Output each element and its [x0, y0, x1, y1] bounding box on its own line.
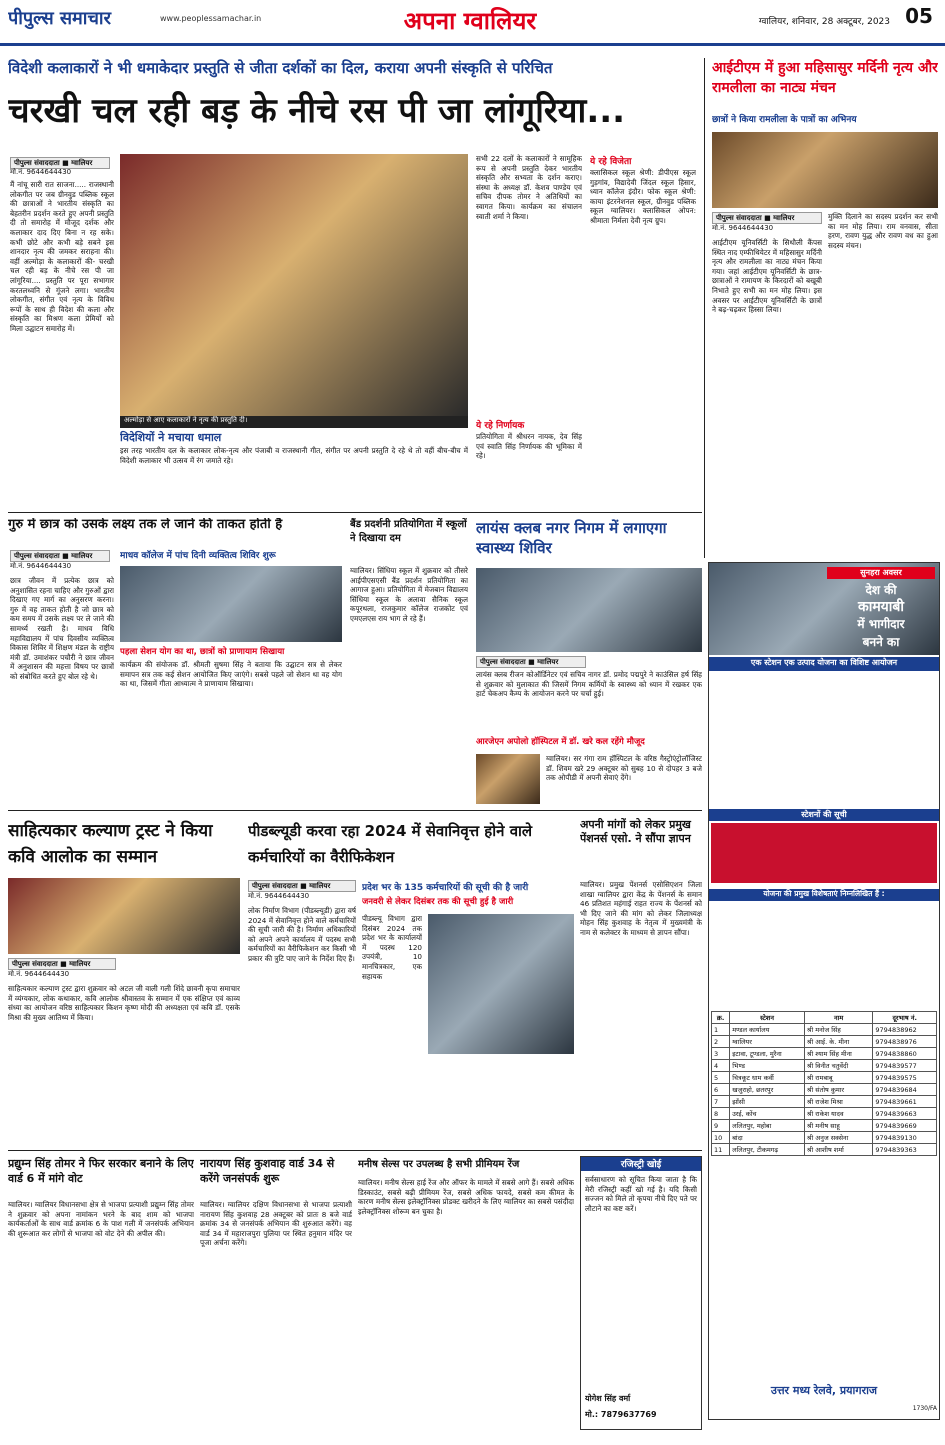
story2-headline: आईटीएम में हुआ महिसासुर मर्दिनी नृत्य और रामलीला का नाट्य मंचन	[712, 60, 938, 96]
story1-subhead: विदेशियों ने मचाया धमाल	[120, 431, 222, 444]
table-cell: ललितपुर, टीकमगढ़	[730, 1144, 805, 1156]
story9-body: ग्वालियर। ग्वालियर विधानसभा क्षेत्र से भाजपा प्रत्याशी प्रद्युम्न सिंह तोमर ने शुक्रवार को अपना नामांकन भरने के बाद शाम को भाजपा कार्यकर्ताओं के साथ वार्ड क्रमांक 6 के पाश गली में जनसंपर्क अभियान की शुरूआत कर लोगों से भाजपा को वोट देने की अपील की।	[8, 1200, 194, 1238]
railway-ad-stations-box	[711, 823, 937, 883]
table-cell: उरई, कोंच	[730, 1108, 805, 1120]
railway-ad-line2: कामयाबी	[857, 599, 905, 615]
table-cell: श्री राजेश मिश्रा	[804, 1096, 873, 1108]
table-header-cell: स्टेशन	[730, 1012, 805, 1024]
story10-body: ग्वालियर। ग्वालियर दक्षिण विधानसभा से भाजपा प्रत्याशी नारायण सिंह कुशवाह 28 अक्टूबर को प्रातः 8 बजे वार्ड क्रमांक 34 से जनसंपर्क अभियान की शुरुआत करेंगे। वह वार्ड 34 में महाराजपुरा पुलिया पर स्थित हनुमान मंदिर पर पूजा अर्चना करेंगे।	[200, 1200, 352, 1248]
story8-body: ग्वालियर। प्रमुख पेंशनर्स एसोसिएशन जिला शाखा ग्वालियर द्वारा केंद्र के पेंशनर्स के समान 46 प्रतिशत महंगाई राहत राज्य के पेंशनर्स को भी दिए जाने की मांग को लेकर जिलाध्यक्ष मोहन सिंह कुशवाह के नेतृत्व में मुख्यमंत्री के नाम से कलेक्टर के माध्यम से ज्ञापन सौंपा।	[580, 880, 702, 937]
story2-body2: मुक्ति दिलाने का सदस्य प्रदर्शन कर सभी का मन मोह लिया। राम वनवास, सीता हरण, रावण युद्ध और रावण वध का हुआ सदस्य मंचन।	[828, 212, 938, 250]
table-header-cell: नाम	[804, 1012, 873, 1024]
classified-name: योगेश सिंह वर्मा	[585, 1394, 631, 1403]
railway-ad-line3: में भागीदार	[857, 617, 905, 631]
railway-ad-stations-title: स्टेशनों की सूची	[709, 809, 939, 821]
table-cell: 4	[712, 1060, 730, 1072]
story7-subhead: प्रदेश भर के 135 कर्मचारियों की सूची की है जारी	[362, 883, 529, 893]
railway-ad-line1: देश की	[865, 583, 897, 597]
story1-headline: चरखी चल रही बड़ के नीचे रस पी जा लांगूरिया...	[8, 91, 626, 131]
story6-photo	[8, 878, 240, 954]
classified-body: सर्वसाधारण को सूचित किया जाता है कि मेरी रजिस्ट्री कहीं खो गई है। यदि किसी सज्जन को मिले तो कृपया नीचे दिए पते पर लौटाने का कष्ट करें।	[585, 1175, 697, 1213]
story5-sub-photo	[476, 754, 540, 804]
story2-body: आईटीएम यूनिवर्सिटी के सिथौली कैंपस स्थित नाद एम्फीथियेटर में महिसासुर मर्दिनी नृत्य और रामलीला का नाट्य मंचन किया गया। जहां आईटीएम यूनिवर्सिटी के छात्र-छात्राओं ने रामायण के किरदारों को बखूबी निभाते हुए सभी का मन मोह लिया। इस अवसर पर आईटीएम यूनिवर्सिटी के छात्रों ने बढ़-चढ़कर हिस्सा लिया।	[712, 238, 822, 315]
table-cell: 1	[712, 1024, 730, 1036]
story5-sub: आरजेएन अपोलो हॉस्पिटल में डॉ. खरे कल रहेंगे मौजूद	[476, 737, 645, 747]
table-cell: 9	[712, 1120, 730, 1132]
dateline: ग्वालियर, शनिवार, 28 अक्टूबर, 2023	[758, 17, 890, 27]
table-row	[712, 1108, 937, 1120]
table-header-cell: क्र.	[712, 1012, 730, 1024]
story1-col3: सभी 22 दलों के कलाकारों ने सामूहिक रूप से अपनी प्रस्तुति देकर भारतीय संस्कृति और सभ्यता के दर्शन कराए। संस्था के अध्यक्ष डॉ. केशव पाण्डेय एवं सचिव दीपक तोमर ने अतिथियों का स्वागत किया। कार्यक्रम का संचालन स्वाती शर्मा ने किया।	[476, 154, 582, 221]
story6-body: साहित्यकार कल्याण ट्रस्ट द्वारा शुक्रवार को अटल जी वाली गली शिंदे छावनी कृपा समाचार में व्यंग्यकार, लोक कथाकार, कवि आलोक श्रीवास्तव के सम्मान में एक संक्षिप्त एवं काव्य संध्या का आयोजन वरिष्ठ साहित्यकार किशन कृष्ण मोदी की अध्यक्षता एवं कवि डॉ. एसके मिश्रा की मुख्य आतिथ्य में किया।	[8, 984, 240, 1022]
story3-byline: पीपुल्स संवाददाता ■ ग्वालियर	[10, 550, 110, 562]
table-cell: श्री मनोज सिंह	[804, 1024, 873, 1036]
table-cell: 9794838860	[873, 1048, 937, 1060]
page-number: 05	[905, 4, 933, 28]
story6-byline: पीपुल्स संवाददाता ■ ग्वालियर	[8, 958, 116, 970]
story7-box-text: पीडब्ल्यू विभाग द्वारा दिसंबर 2024 तक प्रदेश भर के कार्यालयों में पदस्थ 120 उपयंत्री, 10 मानचित्रकार, एक सहायक	[362, 914, 422, 981]
railway-ad-table	[711, 1011, 937, 1156]
story11-body: ग्वालियर। मनीष सेल्स हाई रेंज और ऑफर के मामले में सबसे आगे हैं। सबसे अधिक डिस्काउंट, सबसे बढ़ी प्रीमियम रेंज, सबसे अधिक फायदे, सबसे कम कीमत के कारण मनीष सेल्स इलेक्ट्रॉनिक्स प्रोडक्ट खरीदने के लिए ग्वालियर का सबसे पसंदीदा इलेक्ट्रॉनिक्स शोरूम बन चुका है।	[358, 1178, 574, 1216]
section-divider	[8, 512, 702, 513]
story4-body: ग्वालियर। सिंधिया स्कूल में शुक्रवार को तीसरे आईपीएसएसी बैंड प्रदर्शन प्रतियोगिता का आगाज हुआ। प्रतियोगिता में मेजबान विद्यालय सिंधिया स्कूल के अलावा सैनिक स्कूल कपूरथला, राजकुमार कॉलेज राजकोट एवं एमएलएस राय भाग ले रहे हैं।	[350, 566, 468, 623]
table-row	[712, 1048, 937, 1060]
table-cell: श्री रामबाबू	[804, 1072, 873, 1084]
table-cell: भिण्ड	[730, 1060, 805, 1072]
story2-photo	[712, 132, 938, 208]
story1-mobile: मो.नं. 9644644430	[10, 168, 72, 176]
table-cell: मण्डल कार्यालय	[730, 1024, 805, 1036]
table-cell: 9794839363	[873, 1144, 937, 1156]
classified-box	[580, 1156, 702, 1430]
story7-byline: पीपुल्स संवाददाता ■ ग्वालियर	[248, 880, 356, 892]
story3-session-title: पहला सेशन योग का था, छात्रों को प्राणायाम सिखाया	[120, 647, 285, 657]
story3-photo	[120, 566, 342, 642]
story3-subhead: माधव कॉलेज में पांच दिनी व्यक्तित्व शिविर शुरू	[120, 551, 276, 561]
table-row	[712, 1072, 937, 1084]
table-cell: 11	[712, 1144, 730, 1156]
story10-headline: नारायण सिंह कुशवाह वार्ड 34 से करेंगे जनसंपर्क शुरू	[200, 1157, 335, 1185]
story7-subhead2: जनवरी से लेकर दिसंबर तक की सूची हुई है जारी	[362, 897, 514, 907]
classified-phone: मो.: 7879637769	[585, 1410, 657, 1419]
table-row	[712, 1084, 937, 1096]
table-cell: 9794838962	[873, 1024, 937, 1036]
table-cell: 9794839669	[873, 1120, 937, 1132]
table-cell: श्री मनीष साहू	[804, 1120, 873, 1132]
story8-headline: अपनी मांगों को लेकर प्रमुख पेंशनर्स एसो. ने सौंपा ज्ञापन	[580, 818, 691, 845]
story2-subhead: छात्रों ने किया रामलीला के पात्रों का अभिनय	[712, 115, 857, 125]
story3-headline: गुरु में छात्र को उसके लक्ष्य तक ले जाने की ताकत होती है	[8, 518, 283, 532]
table-cell: श्री राकेश यादव	[804, 1108, 873, 1120]
table-cell: झाँसी	[730, 1096, 805, 1108]
masthead	[0, 0, 945, 46]
table-cell: 9794839130	[873, 1132, 937, 1144]
table-row	[712, 1096, 937, 1108]
story2-byline: पीपुल्स संवाददाता ■ ग्वालियर	[712, 212, 822, 224]
table-row	[712, 1024, 937, 1036]
railway-ad-table-wrap	[711, 1011, 937, 1231]
table-row	[712, 1060, 937, 1072]
table-cell: श्री आई. के. मीना	[804, 1036, 873, 1048]
railway-ad-banner: सुनहरा अवसर	[827, 567, 935, 579]
table-cell: 10	[712, 1132, 730, 1144]
table-cell: ग्वालियर	[730, 1036, 805, 1048]
story1-kicker: विदेशी कलाकारों ने भी धमाकेदार प्रस्तुति से जीता दर्शकों का दिल, कराया अपनी संस्कृति से परिचित	[8, 59, 553, 77]
table-cell: श्री विनीत चतुर्वेदी	[804, 1060, 873, 1072]
story1-subhead-body: इस तरह भारतीय दल के कलाकार लोक-नृत्य और पंजाबी व राजस्थानी गीत, संगीत पर अपनी प्रस्तुति दे रहे थे तो वहीं बीच-बीच में विदेशी कलाकार भी उत्सव में रंग जमाते रहे।	[120, 446, 468, 465]
column-divider	[704, 58, 705, 558]
story7-mobile: मो.नं. 9644644430	[248, 892, 310, 900]
table-cell: 9794838976	[873, 1036, 937, 1048]
table-cell: खजुराहो, छतरपुर	[730, 1084, 805, 1096]
table-cell: इटावा, टूण्डला, मुरैना	[730, 1048, 805, 1060]
railway-ad-code: 1730/FA	[912, 1405, 937, 1412]
table-row	[712, 1120, 937, 1132]
table-cell: 9794839575	[873, 1072, 937, 1084]
table-cell: ललितपुर, महोबा	[730, 1120, 805, 1132]
section-divider-3	[8, 1150, 702, 1151]
table-row	[712, 1144, 937, 1156]
story1-caption: अल्मोड़ा से आए कलाकारों ने नृत्य की प्रस्तुति दी।	[120, 416, 468, 428]
story9-headline: प्रद्युम्न सिंह तोमर ने फिर सरकार बनाने के लिए वार्ड 6 में मांगे वोट	[8, 1157, 194, 1185]
story5-body: लायंस क्लब रीजन कोऑर्डिनेटर एवं सचिव नागर डॉ. प्रमोद पद्मपुरे ने काउंसिल हर्ष सिंह से शुक्रवार को मुलाकात की जिसमें निगम कर्मियों के स्वास्थ्य को ध्यान में रखकर एक हार्ट चेकअप कैम्प के आयोजन करने पर चर्चा हुई।	[476, 670, 702, 699]
table-cell: 9794839577	[873, 1060, 937, 1072]
table-cell: श्री श्याम सिंह मीना	[804, 1048, 873, 1060]
table-cell: श्री आशीष शर्मा	[804, 1144, 873, 1156]
story1-body: मैं नांचू सारी रात साजना..... राजस्थानी लोकगीत पर जब ग्रीनवुड पब्लिक स्कूल की छात्राओं ने भारतीय संस्कृति का बेहतरीन प्रदर्शन करते हुए अपनी प्रस्तुति दी तो समारोह में मौजूद दर्शक और कलाकार दाद दिए बिना न रह सके। कभी छोटे और कभी बड़े सबने इस शानदार नृत्य की जमकर सराहना की। वहीं अल्मोड़ा के कलाकारों की- चरखी चल रही बड़ के नीचे रस पी जा लांगूरिया.... प्रस्तुति पर पूरा सभागार करतलध्वनि से गूंजने लगा। भारतीय लोकगीत, संगीत एवं नृत्य के विविध रूपों के साथ ही विदेश की कला और संस्कृति का मिश्रण कला प्रेमियों को मिला उद्घाटन समारोह में।	[10, 180, 114, 333]
story1-winners-body: क्लासिकल स्कूल श्रेणी: डीपीएस स्कूल गुड़गांव, विद्यादेवी जिंदल स्कूल हिसार, ध्यान कॉलेज इंदौर। फोक स्कूल श्रेणी: काया इंटरनेशनल स्कूल, ग्रीनवुड पब्लिक स्कूल ग्वालियर। क्लासिकल ओपन: श्रीमाता निर्मला देवी नृत्य ग्रुप।	[590, 168, 696, 225]
story5-photo	[476, 568, 702, 652]
story3-body: छात्र जीवन में प्रत्येक छात्र को अनुशासित रहना चाहिए और गुरुओं द्वारा दिखाए गए मार्ग का अनुसरण करना। गुरु में वह ताकत होती है जो छात्र को कम समय में उसके लक्ष्य पर ले जाने की सामर्थ्य रखती है। माधव विधि महाविद्यालय में पांच दिवसीय व्यक्तित्व विकास शिविर में शिक्षण मंडल के राष्ट्रीय मंत्री डॉ. उमाशंकर पचौरी ने छात्र जीवन में अनुशासन की महत्ता विषय पर छात्रों को संबोधित करते हुए बोल रहे थे।	[10, 576, 114, 681]
table-cell: 3	[712, 1048, 730, 1060]
story5-sub-body: ग्वालियर। सर गंगा राम हॉस्पिटल के वरिष्ठ गैस्ट्रोएंट्रोलॉजिस्ट डॉ. शिवम खरे 29 अक्टूबर को सुबह 10 से दोपहर 3 बजे तक ओपीडी में अपनी सेवाएं देंगे।	[546, 754, 702, 783]
railway-ad-footer: उत्तर मध्य रेलवे, प्रयागराज	[770, 1384, 878, 1397]
story5-byline: पीपुल्स संवाददाता ■ ग्वालियर	[476, 656, 586, 668]
railway-ad-scheme-title: एक स्टेशन एक उत्पाद योजना का विशिष्ट आयोजन	[709, 657, 939, 671]
table-cell: 2	[712, 1036, 730, 1048]
table-cell: 9794839661	[873, 1096, 937, 1108]
story6-headline: साहित्यकार कल्याण ट्रस्ट ने किया कवि आलोक का सम्मान	[8, 821, 213, 867]
section-divider-2	[8, 810, 702, 811]
story4-headline: बैंड प्रदर्शनी प्रतियोगिता में स्कूलों ने दिखाया दम	[350, 519, 467, 544]
story6-mobile: मो.नं. 9644644430	[8, 970, 70, 978]
story1-winners-title: ये रहे विजेता	[590, 157, 632, 166]
story7-body: लोक निर्माण विभाग (पीडब्ल्यूडी) द्वारा वर्ष 2024 में सेवानिवृत्त होने वाले कर्मचारियों की सूची जारी की है। निर्माण अधिकारियों को अपने अपने कार्यालय में पदस्थ सभी कर्मचारियों का वैरीफिकेशन कर किसी भी प्रकार की त्रुटि पाए जाने के निर्देश दिए हैं।	[248, 906, 356, 963]
story1-photo	[120, 154, 468, 416]
railway-ad-line4: बनने का	[862, 635, 900, 649]
table-row	[712, 1132, 937, 1144]
table-cell: चित्रकूट धाम कर्वी	[730, 1072, 805, 1084]
story1-col3-sub: ये रहे निर्णायक	[476, 421, 525, 430]
table-row	[712, 1036, 937, 1048]
table-cell: बांदा	[730, 1132, 805, 1144]
railway-ad-features-title: योजना की प्रमुख विशेषताएं निम्नलिखित हैं :	[709, 889, 939, 901]
table-cell: 9794839663	[873, 1108, 937, 1120]
table-cell: 6	[712, 1084, 730, 1096]
story3-session-body: कार्यक्रम की संयोजक डॉ. श्रीमती सुषमा सिंह ने बताया कि उद्घाटन सत्र से लेकर समापन सत्र तक कई सेशन आयोजित किए जाएंगे। सबसे पहले जो सेशन था वह योग का था, जिसमें गीता आध्यात्म ने प्राणायाम सिखाया।	[120, 660, 342, 689]
section-title: अपना ग्वालियर	[403, 7, 537, 34]
table-cell: श्री अनुज सक्सेना	[804, 1132, 873, 1144]
story5-headline: लायंस क्लब नगर निगम में लगाएगा स्वास्थ्य शिविर	[476, 519, 667, 557]
table-cell: 5	[712, 1072, 730, 1084]
table-cell: 9794839684	[873, 1084, 937, 1096]
table-cell: 8	[712, 1108, 730, 1120]
website: www.peoplessamachar.in	[160, 14, 262, 23]
classified-title: रजिस्ट्री खोई	[581, 1157, 701, 1171]
story7-headline: पीडब्ल्यूडी करवा रहा 2024 में सेवानिवृत्त होने वाले कर्मचारियों का वैरीफिकेशन	[248, 822, 533, 866]
railway-ad	[708, 562, 940, 1420]
story3-mobile: मो.नं. 9644644430	[10, 562, 72, 570]
story1-col3-sub-body: प्रतियोगिता में श्रीधरन नायक, देव सिंह एवं स्वाति सिंह निर्णायक की भूमिका में रहे।	[476, 432, 582, 461]
table-cell: 7	[712, 1096, 730, 1108]
table-cell: श्री संतोष कुमार	[804, 1084, 873, 1096]
story1-byline: पीपुल्स संवाददाता ■ ग्वालियर	[10, 157, 110, 169]
story2-mobile: मो.नं. 9644644430	[712, 224, 774, 232]
story11-headline: मनीष सेल्स पर उपलब्ध है सभी प्रीमियम रेंज	[358, 1159, 520, 1170]
table-header-cell: दूरभाष नं.	[873, 1012, 937, 1024]
paper-name: पीपुल्स समाचार	[8, 8, 111, 29]
story7-photo	[428, 914, 574, 1054]
